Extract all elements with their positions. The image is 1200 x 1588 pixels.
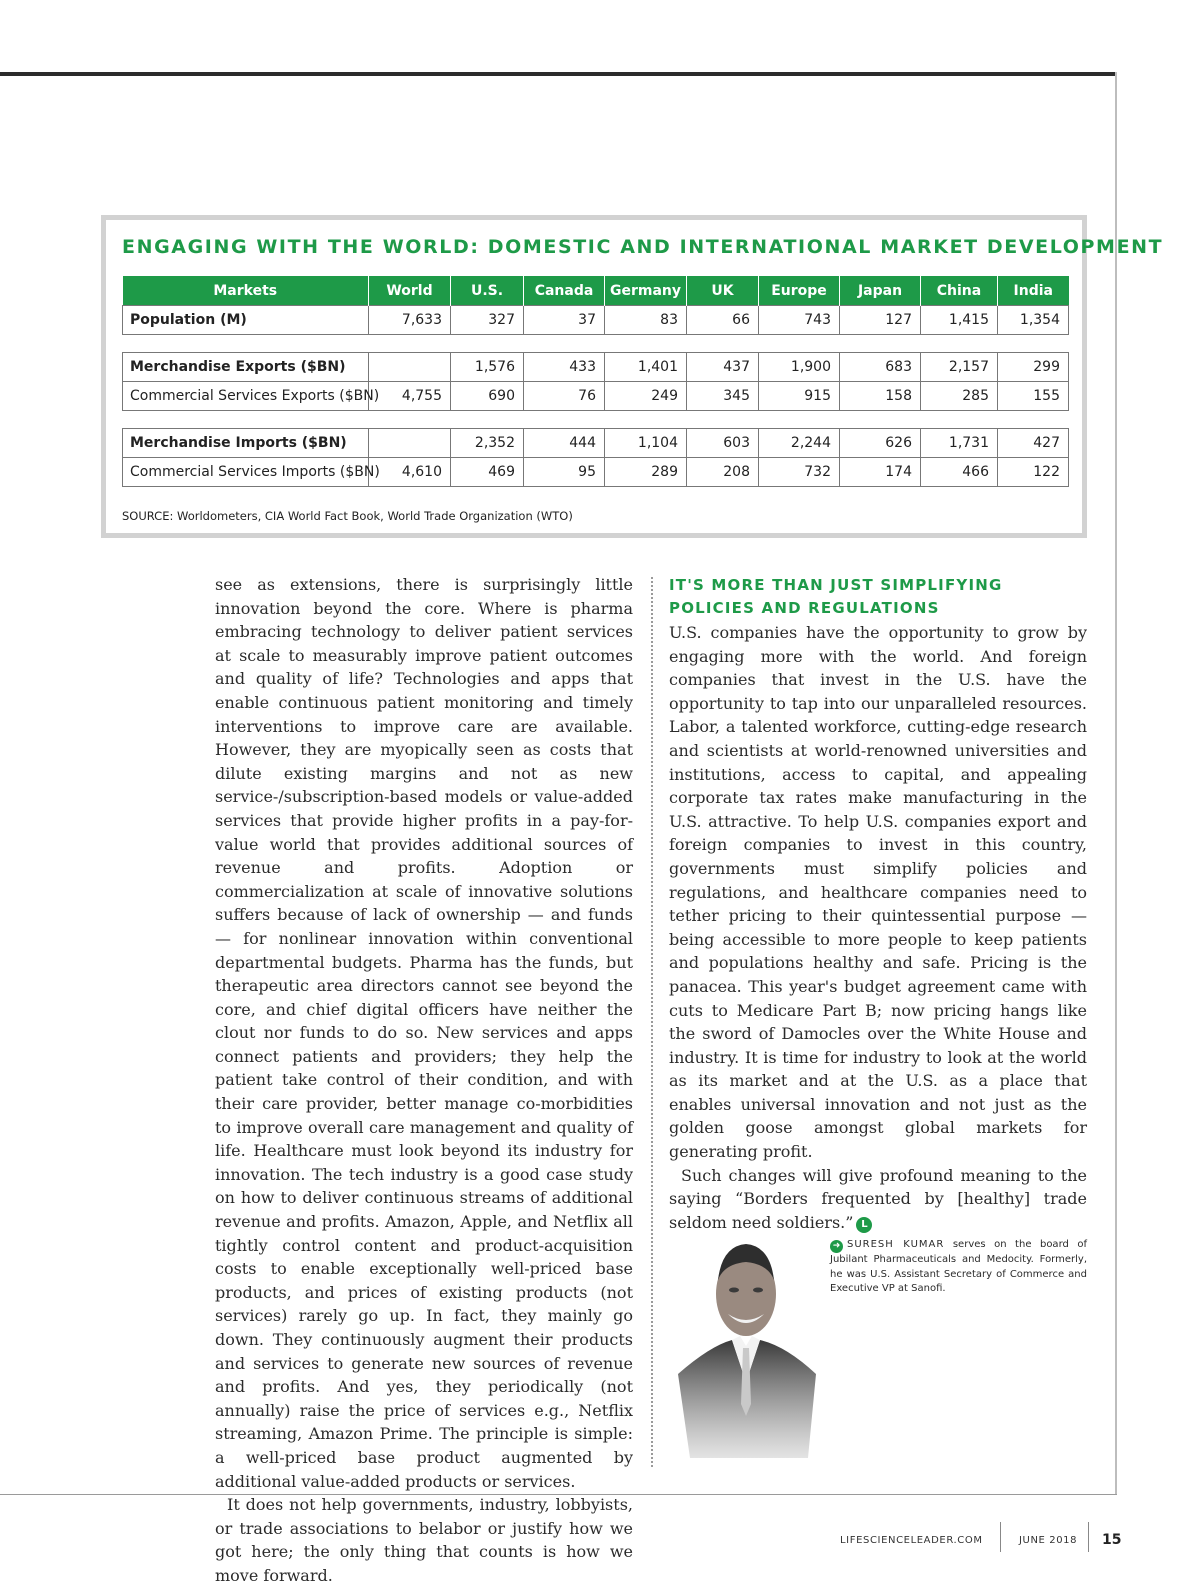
article-paragraph: see as extensions, there is surprisingly little innovation beyond the core. Where is pharma embracing technology to deliver patient services at scale to measurably improve patient outcomes and quality of life? Technologies and apps that enable continuous patient monitoring and timely interventions to improve care are available. However, they are myopically seen as costs that dilute existing margins and not as new service-/subscription-based models or value-added services that provide higher profits in a pay-for-value world that provides additional sources of revenue and profits. Adoption or commercialization at scale of innovative solutions suffers because of lack of ownership — and funds — for nonlinear innovation within conventional departmental budgets. Pharma has the funds, but therapeutic area directors cannot see beyond the core, and chief digital officers have neither the clout nor funds to do so. New services and apps connect patients and providers; they help the patient take control of their condition, and with their care provider, better manage co-morbidities to improve overall care management and quality of life. Healthcare must look beyond its industry for innovation. The tech industry is a good case study on how to deliver continuous streams of additional revenue and profits. Amazon, Apple, and Netflix all tightly control content and product-acquisition costs to enable exceptionally well-priced base products, and prices of existing products (not services) rarely go up. In fact, they mainly go down. They continuously augment their products and services to generate new sources of revenue and profits. And yes, they periodically (not annually) raise the price of services e.g., Netflix streaming, Amazon Prime. The principle is simple: a well-priced base product augmented by additional value-added products or services. <box>215 575 633 1491</box>
table-cell: 155 <box>998 382 1069 411</box>
table-cell <box>369 353 451 382</box>
header-japan: Japan <box>840 276 921 306</box>
table-row-merchandise-imports <box>123 429 1069 458</box>
table-cell: 433 <box>524 353 605 382</box>
article-paragraph-final <box>669 1164 1087 1235</box>
header-uk: UK <box>687 276 759 306</box>
table-source-note: SOURCE: Worldometers, CIA World Fact Book, World Trade Organization (WTO) <box>122 509 573 523</box>
header-world: World <box>369 276 451 306</box>
header-india: India <box>998 276 1069 306</box>
table-cell: 732 <box>759 458 840 487</box>
table-cell: 743 <box>759 306 840 335</box>
author-name: SURESH KUMAR <box>847 1239 945 1250</box>
table-cell: 4,610 <box>369 458 451 487</box>
table-cell: 1,104 <box>605 429 687 458</box>
article-column-right <box>669 621 1087 1234</box>
table-cell: 444 <box>524 429 605 458</box>
article-paragraph-text: Such changes will give profound meaning to the saying “Borders frequented by [healthy] trade seldom need soldiers.” <box>669 1165 1087 1232</box>
table-row-population <box>123 306 1069 335</box>
article-column-left <box>215 573 633 1588</box>
table-gap-row <box>123 411 1069 429</box>
end-of-article-mark: L <box>856 1217 872 1233</box>
table-cell: 626 <box>840 429 921 458</box>
column-divider <box>651 577 653 1467</box>
table-cell: 285 <box>921 382 998 411</box>
footer-site-link[interactable]: LIFESCIENCELEADER.COM <box>840 1535 983 1546</box>
table-cell: 4,755 <box>369 382 451 411</box>
table-cell: 327 <box>451 306 524 335</box>
row-label: Commercial Services Imports ($BN) <box>123 458 369 487</box>
author-bio <box>830 1238 1087 1297</box>
market-table <box>122 276 1069 487</box>
table-cell: 95 <box>524 458 605 487</box>
table-cell: 1,401 <box>605 353 687 382</box>
table-row-services-imports <box>123 458 1069 487</box>
author-portrait-image <box>670 1234 822 1458</box>
article-paragraph: U.S. companies have the opportunity to grow by engaging more with the world. And foreign companies that invest in the U.S. have the opportunity to tap into our unparalleled resources. Labor, a talented workforce, cutting-edge research and scientists at world-renowned universities and institutions, access to capital, and appealing corporate tax rates make manufacturing in the U.S. attractive. To help U.S. companies export and foreign companies to invest in this country, governments must simplify policies and regulations, and healthcare companies need to tether pricing to their quintessential purpose — being accessible to more people to keep patients and populations healthy and safe. Pricing is the panacea. This year's budget agreement came with cuts to Medicare Part B; now pricing hangs like the sword of Damocles over the White House and industry. It is time for industry to look at the world as its market and at the U.S. as a place that enables universal innovation and not just as the golden goose amongst global markets for generating profit. <box>669 623 1087 1162</box>
table-cell: 466 <box>921 458 998 487</box>
footer-rule <box>0 1494 1117 1495</box>
table-cell: 1,731 <box>921 429 998 458</box>
table-cell: 174 <box>840 458 921 487</box>
header-canada: Canada <box>524 276 605 306</box>
table-cell: 345 <box>687 382 759 411</box>
table-cell: 7,633 <box>369 306 451 335</box>
section-heading: IT'S MORE THAN JUST SIMPLIFYING POLICIES AND REGULATIONS <box>669 576 1003 617</box>
table-cell: 603 <box>687 429 759 458</box>
table-cell: 469 <box>451 458 524 487</box>
table-cell: 122 <box>998 458 1069 487</box>
table-cell: 1,415 <box>921 306 998 335</box>
footer-divider <box>1088 1522 1089 1552</box>
table-cell: 683 <box>840 353 921 382</box>
table-cell: 437 <box>687 353 759 382</box>
header-germany: Germany <box>605 276 687 306</box>
header-china: China <box>921 276 998 306</box>
table-cell: 2,157 <box>921 353 998 382</box>
footer-issue-date: JUNE 2018 <box>1019 1535 1078 1546</box>
table-cell: 2,352 <box>451 429 524 458</box>
table-cell: 66 <box>687 306 759 335</box>
table-cell: 158 <box>840 382 921 411</box>
table-cell: 249 <box>605 382 687 411</box>
table-cell: 127 <box>840 306 921 335</box>
table-cell <box>369 429 451 458</box>
table-cell: 427 <box>998 429 1069 458</box>
top-rule <box>0 72 1117 76</box>
table-cell: 83 <box>605 306 687 335</box>
table-title: ENGAGING WITH THE WORLD: DOMESTIC AND INTERNATIONAL MARKET DEVELOPMENT <box>122 236 1164 258</box>
table-cell: 1,354 <box>998 306 1069 335</box>
table-cell: 208 <box>687 458 759 487</box>
footer-divider <box>1000 1522 1001 1552</box>
table-cell: 915 <box>759 382 840 411</box>
table-cell: 2,244 <box>759 429 840 458</box>
author-bio-text: serves on the board of Jubilant Pharmaceuticals and Medocity. Formerly, he was U.S. Assistant Secretary of Commerce and Executive VP at Sanofi. <box>830 1239 1087 1294</box>
row-label: Population (M) <box>123 306 369 335</box>
table-row-merchandise-exports <box>123 353 1069 382</box>
table-cell: 76 <box>524 382 605 411</box>
arrow-right-icon: ➜ <box>830 1240 843 1253</box>
right-margin-rule <box>1115 72 1117 1494</box>
page-number: 15 <box>1102 1532 1122 1548</box>
table-gap-row <box>123 335 1069 353</box>
table-cell: 37 <box>524 306 605 335</box>
row-label: Commercial Services Exports ($BN) <box>123 382 369 411</box>
table-header-row <box>123 276 1069 306</box>
row-label: Merchandise Imports ($BN) <box>123 429 369 458</box>
table-cell: 1,900 <box>759 353 840 382</box>
header-us: U.S. <box>451 276 524 306</box>
table-cell: 299 <box>998 353 1069 382</box>
article-paragraph: It does not help governments, industry, lobbyists, or trade associations to belabor or justify how we got here; the only thing that counts is how we move forward. <box>215 1495 633 1585</box>
table-cell: 1,576 <box>451 353 524 382</box>
table-row-services-exports <box>123 382 1069 411</box>
header-europe: Europe <box>759 276 840 306</box>
row-label: Merchandise Exports ($BN) <box>123 353 369 382</box>
table-cell: 289 <box>605 458 687 487</box>
header-markets: Markets <box>123 276 369 306</box>
market-table-box <box>101 215 1164 538</box>
table-cell: 690 <box>451 382 524 411</box>
